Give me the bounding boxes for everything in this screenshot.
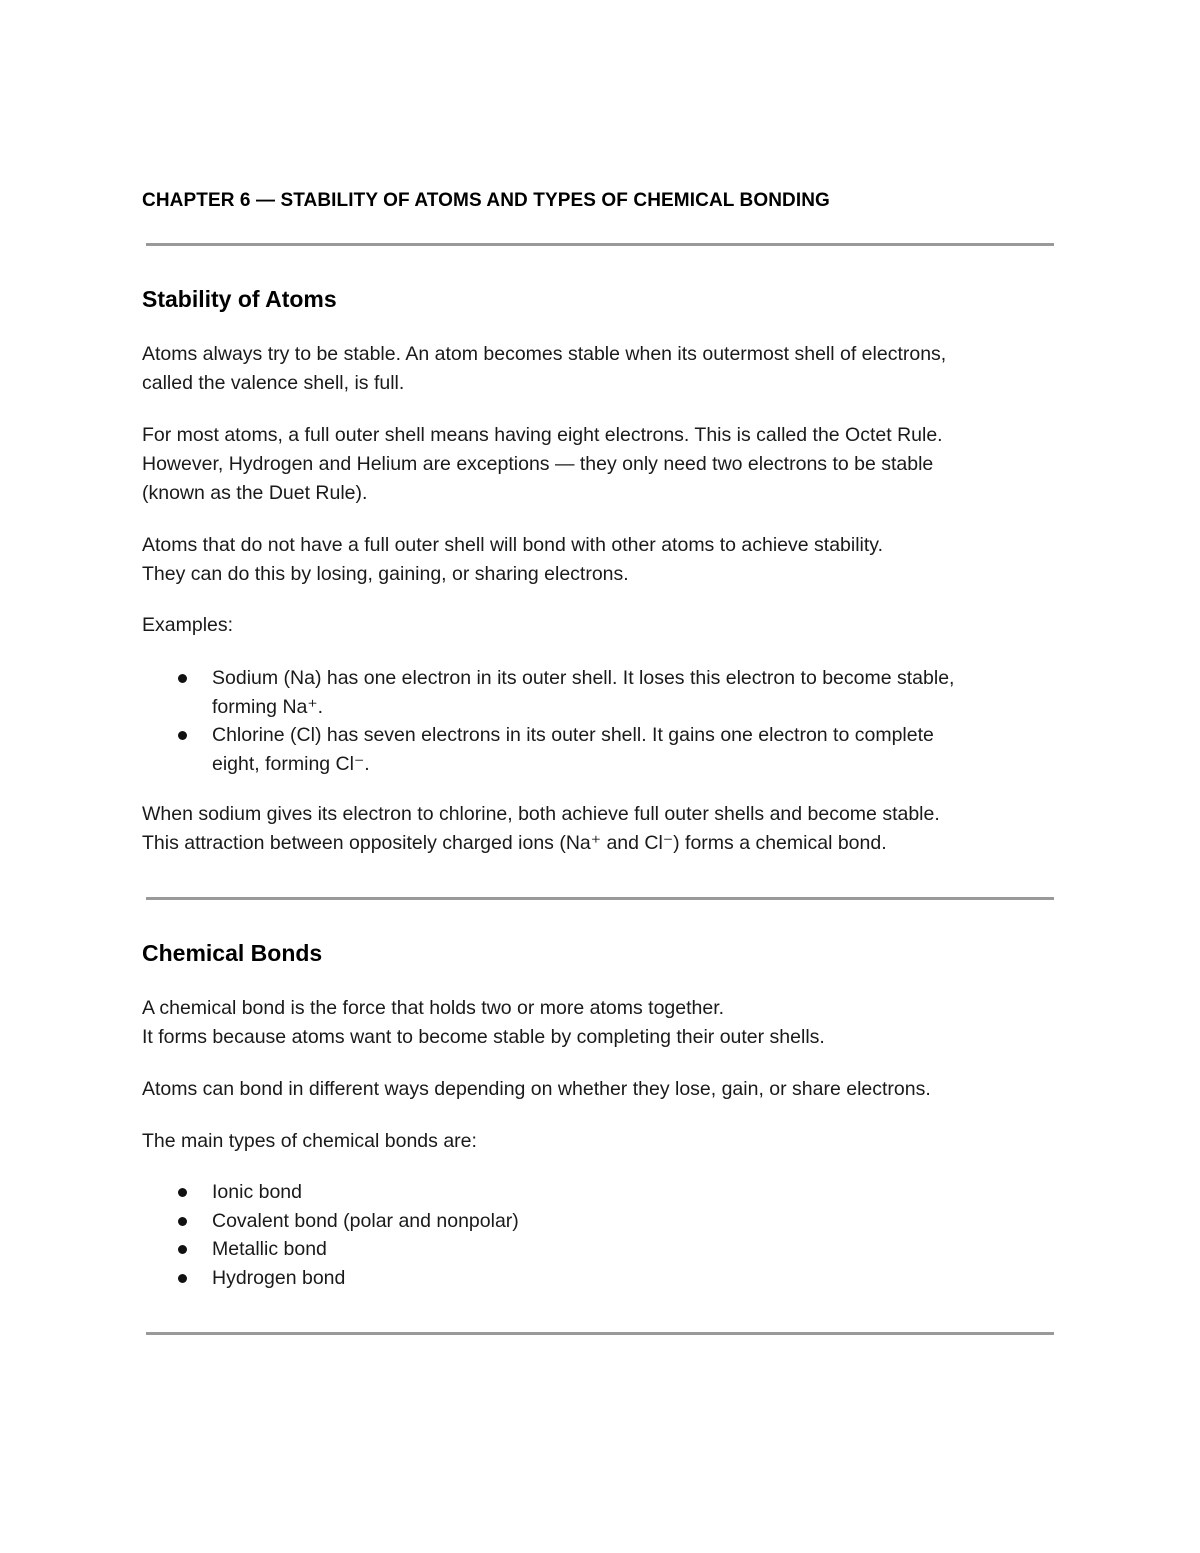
bullet-icon	[178, 1217, 187, 1226]
text-line: It forms because atoms want to become stable by completing their outer shells.	[142, 1026, 825, 1048]
text-line: Examples:	[142, 614, 234, 636]
examples-list	[142, 664, 1062, 778]
section-heading-stability: Stability of Atoms	[142, 286, 337, 312]
section-heading-chemical-bonds: Chemical Bonds	[142, 940, 323, 966]
text-line: The main types of chemical bonds are:	[142, 1130, 477, 1152]
text-line: Atoms that do not have a full outer shell will bond with other atoms to achieve stability.	[142, 534, 884, 556]
list-item	[142, 1235, 1062, 1264]
divider-top	[146, 243, 1054, 246]
text-line: (known as the Duet Rule).	[142, 482, 368, 504]
paragraph-bonding-reason	[142, 531, 1062, 589]
text-line: This attraction between oppositely charged ions (Na⁺ and Cl⁻) forms a chemical bond.	[142, 832, 887, 854]
list-item	[142, 1207, 1062, 1236]
bullet-icon	[178, 1245, 187, 1254]
text-line: They can do this by losing, gaining, or sharing electrons.	[142, 563, 629, 585]
bullet-icon	[178, 674, 187, 683]
text-line: Ionic bond	[212, 1181, 302, 1203]
text-line: Atoms always try to be stable. An atom becomes stable when its outermost shell of electrons,	[142, 343, 947, 365]
text-line: forming Na⁺.	[212, 695, 324, 718]
paragraph-octet-rule	[142, 421, 1062, 508]
paragraph-sodium-chlorine	[142, 800, 1062, 858]
text-line: Atoms can bond in different ways depending on whether they lose, gain, or share electrons.	[142, 1078, 931, 1100]
text-line: When sodium gives its electron to chlorine, both achieve full outer shells and become stable.	[142, 803, 940, 825]
paragraph-bond-ways	[142, 1075, 1062, 1104]
list-item	[142, 664, 1062, 721]
list-item	[142, 1178, 1062, 1207]
bullet-icon	[178, 1188, 187, 1197]
text-line: called the valence shell, is full.	[142, 372, 405, 394]
paragraph-bond-types-intro	[142, 1127, 1062, 1156]
text-line: For most atoms, a full outer shell means having eight electrons. This is called the Octet Rule.	[142, 424, 943, 446]
paragraph-bond-definition	[142, 994, 1062, 1052]
text-line: Chlorine (Cl) has seven electrons in its outer shell. It gains one electron to complete	[212, 724, 934, 746]
list-item	[142, 721, 1062, 778]
text-line: Hydrogen bond	[212, 1266, 346, 1289]
divider-bottom	[146, 1332, 1054, 1335]
text-line: Sodium (Na) has one electron in its outer shell. It loses this electron to become stable,	[212, 667, 955, 689]
paragraph-stability-intro	[142, 340, 1062, 398]
bond-types-list	[142, 1178, 1062, 1292]
text-line: However, Hydrogen and Helium are exceptions — they only need two electrons to be stable	[142, 453, 934, 475]
text-line: Covalent bond (polar and nonpolar)	[212, 1209, 519, 1232]
list-item	[142, 1264, 1062, 1293]
text-line: eight, forming Cl⁻.	[212, 752, 370, 775]
chapter-title: CHAPTER 6 — STABILITY OF ATOMS AND TYPES OF CHEMICAL BONDING	[142, 190, 830, 211]
examples-label	[142, 611, 1062, 640]
bullet-icon	[178, 1274, 187, 1283]
bullet-icon	[178, 731, 187, 740]
text-line: Metallic bond	[212, 1238, 327, 1260]
text-line: A chemical bond is the force that holds two or more atoms together.	[142, 997, 725, 1019]
divider-middle	[146, 897, 1054, 900]
